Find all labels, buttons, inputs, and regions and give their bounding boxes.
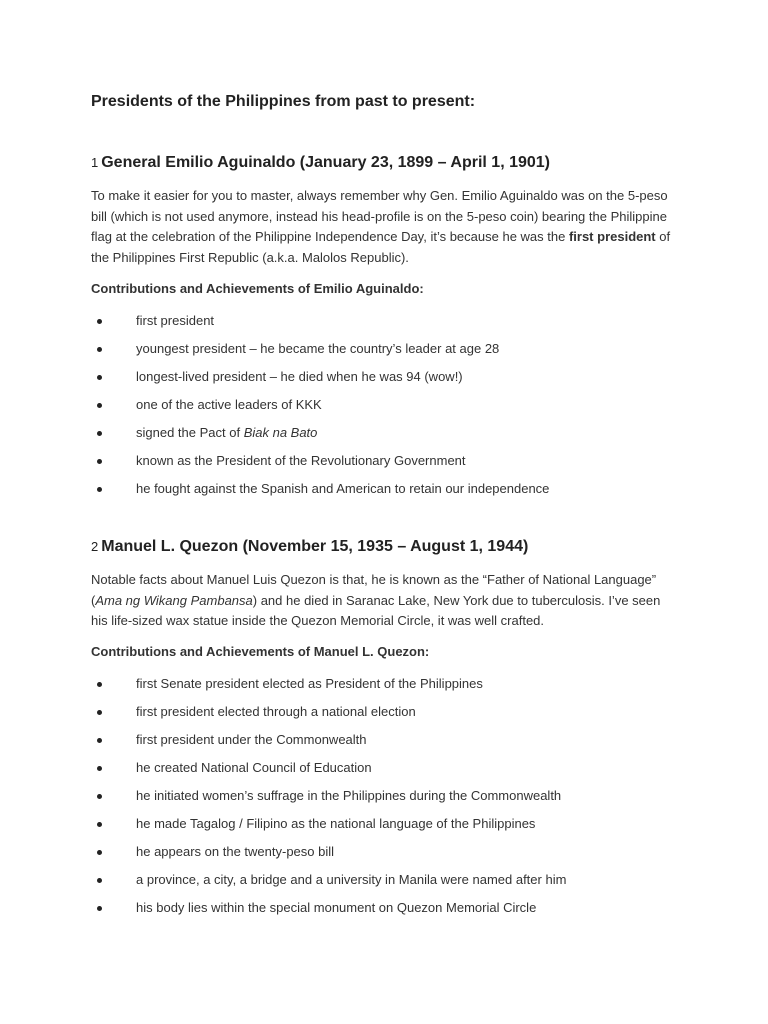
section-number: 2 [91, 539, 99, 554]
bullet-icon [97, 375, 102, 380]
bullet-icon [97, 403, 102, 408]
bullet-icon [97, 906, 102, 911]
bullet-icon [97, 682, 102, 687]
list-item-text: he fought against the Spanish and American to retain our independence [136, 481, 550, 496]
list-item-text: a province, a city, a bridge and a university in Manila were named after him [136, 872, 567, 887]
list-item-text: known as the President of the Revolutionary Government [136, 453, 466, 468]
paragraph-text: of the Philippines First Republic (a.k.a. Malolos Republic). [91, 229, 671, 265]
document-title: Presidents of the Philippines from past to present: [91, 93, 476, 110]
section-heading-text: Manuel L. Quezon (November 15, 1935 – August 1, 1944) [101, 538, 529, 555]
quezon-contributions-heading: Contributions and Achievements of Manuel L. Quezon: [91, 644, 430, 659]
bullet-icon [97, 794, 102, 799]
list-item-text: he appears on the twenty-peso bill [136, 844, 335, 859]
paragraph-text: ) and he died in Saranac Lake, New York due to tuberculosis. I’ve seen his life-sized wax statue inside the Quezon Memorial Circle, it was well crafted. [91, 592, 661, 628]
list-item-text: first president [136, 313, 215, 328]
paragraph-bold-text: first president [568, 229, 656, 244]
list-item-text: he initiated women’s suffrage in the Philippines during the Commonwealth [136, 788, 562, 803]
list-item-text: first president elected through a national election [136, 704, 416, 719]
list-item-text: first president under the Commonwealth [136, 732, 367, 747]
section-number: 1 [91, 155, 99, 170]
list-item-text: he made Tagalog / Filipino as the national language of the Philippines [136, 816, 536, 831]
bullet-icon [97, 766, 102, 771]
bullet-icon [97, 319, 102, 324]
list-item-text: his body lies within the special monument on Quezon Memorial Circle [136, 900, 537, 915]
aguinaldo-contributions-heading: Contributions and Achievements of Emilio Aguinaldo: [91, 281, 424, 296]
section-heading-aguinaldo [91, 154, 550, 172]
list-item-text: one of the active leaders of KKK [136, 397, 322, 412]
paragraph-text: Notable facts about Manuel Luis Quezon is that, he is known as the “Father of National Language” ( [91, 572, 657, 608]
bullet-icon [97, 431, 102, 436]
bullet-icon [97, 878, 102, 883]
list-item-text: he created National Council of Education [136, 760, 372, 775]
list-item-text [136, 425, 317, 441]
bullet-icon [97, 459, 102, 464]
list-item-text-italic: Biak na Bato [243, 425, 318, 440]
list-item-text: youngest president – he became the country’s leader at age 28 [136, 341, 500, 356]
list-item-text-prefix: signed the Pact of [136, 425, 244, 440]
aguinaldo-intro-paragraph [91, 186, 671, 268]
bullet-icon [97, 347, 102, 352]
list-item-text: longest-lived president – he died when he was 94 (wow!) [136, 369, 463, 384]
bullet-icon [97, 487, 102, 492]
section-heading-text: General Emilio Aguinaldo (January 23, 1899 – April 1, 1901) [101, 154, 550, 171]
bullet-icon [97, 738, 102, 743]
bullet-icon [97, 850, 102, 855]
section-heading-quezon [91, 538, 528, 556]
paragraph-italic-text: Ama ng Wikang Pambansa [95, 592, 253, 608]
paragraph-text: To make it easier for you to master, always remember why Gen. Emilio Aguinaldo was on the 5-peso bill (which is not used anymore, instead his head-profile is on the 5-peso coin) bearing the Philippine flag at the celebration of the Philippine Independence Day, it’s because he was the [91, 188, 668, 244]
quezon-intro-paragraph [91, 570, 671, 632]
bullet-icon [97, 822, 102, 827]
list-item-text: first Senate president elected as President of the Philippines [136, 676, 483, 691]
bullet-icon [97, 710, 102, 715]
